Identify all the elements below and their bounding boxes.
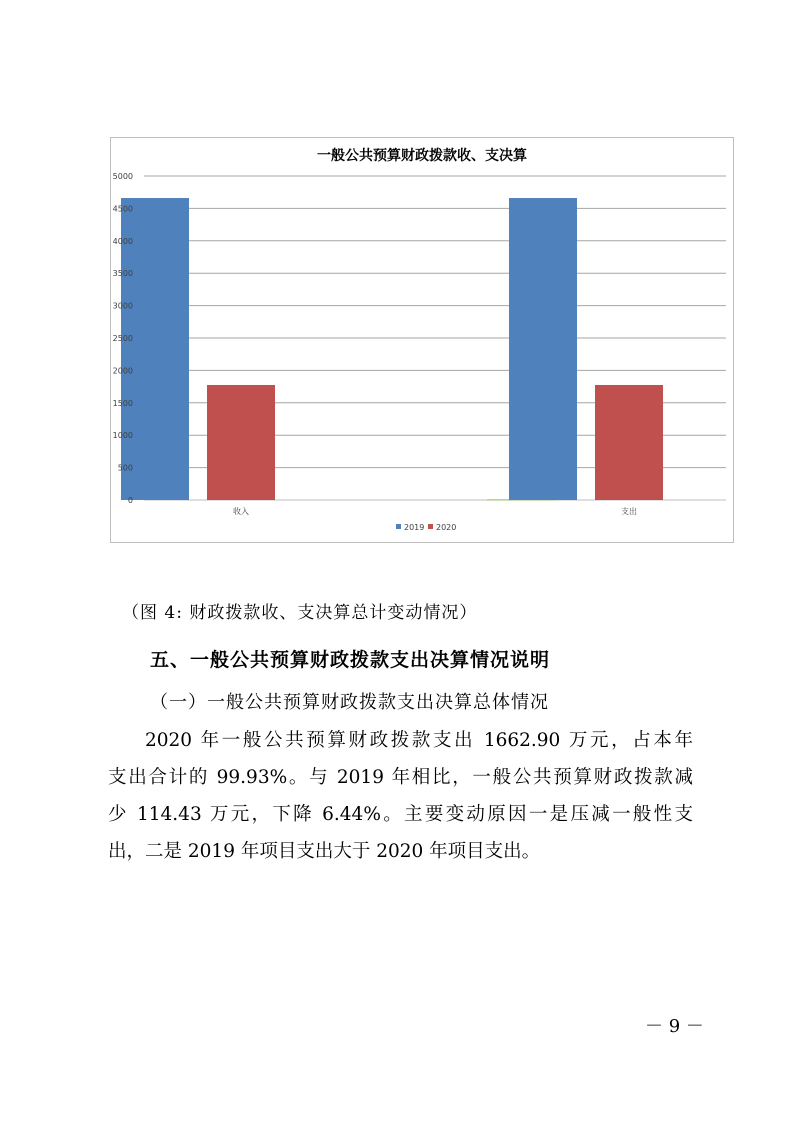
section-heading: 五、一般公共预算财政拨款支出决算情况说明 — [150, 649, 551, 671]
bar — [207, 385, 275, 500]
figure-caption: （图 4: 财政拨款收、支决算总计变动情况） — [122, 603, 478, 623]
y-tick-label: 3000 — [112, 301, 133, 311]
bar-chart — [110, 137, 734, 543]
bar — [595, 385, 663, 500]
paragraph-line: 少 114.43 万元，下降 6.44%。主要变动原因一是压减一般性支 — [108, 804, 693, 825]
page-number: － 9 － — [645, 1016, 704, 1037]
legend-swatch — [396, 524, 401, 529]
paragraph-line: 出，二是 2019 年项目支出大于 2020 年项目支出。 — [108, 841, 541, 862]
paragraph-line: 支出合计的 99.93%。与 2019 年相比，一般公共预算财政拨款减 — [108, 767, 693, 788]
x-tick-label: 支出 — [621, 507, 637, 516]
bar — [509, 198, 577, 500]
legend-label: 2019 — [404, 523, 425, 532]
chart-canvas — [111, 138, 733, 542]
y-tick-label: 1500 — [112, 398, 133, 408]
y-tick-label: 500 — [117, 463, 133, 473]
y-tick-label: 4000 — [112, 236, 133, 246]
body-paragraph — [108, 722, 693, 870]
y-tick-label: 0 — [127, 496, 133, 505]
chart-title: 一般公共预算财政拨款收、支决算 — [317, 148, 527, 164]
y-tick-label: 5000 — [112, 172, 133, 181]
y-tick-label: 2500 — [112, 334, 133, 343]
y-tick-label: 3500 — [112, 269, 133, 279]
paragraph-line: 2020 年一般公共预算财政拨款支出 1662.90 万元，占本年 — [145, 730, 693, 751]
legend-label: 2020 — [436, 523, 457, 532]
sub-heading: （一）一般公共预算财政拨款支出决算总体情况 — [150, 692, 549, 713]
legend-swatch — [428, 524, 433, 529]
x-tick-label: 收入 — [233, 507, 249, 516]
y-tick-label: 1000 — [112, 431, 133, 441]
y-tick-label: 4500 — [112, 204, 133, 214]
y-tick-label: 2000 — [112, 366, 133, 376]
